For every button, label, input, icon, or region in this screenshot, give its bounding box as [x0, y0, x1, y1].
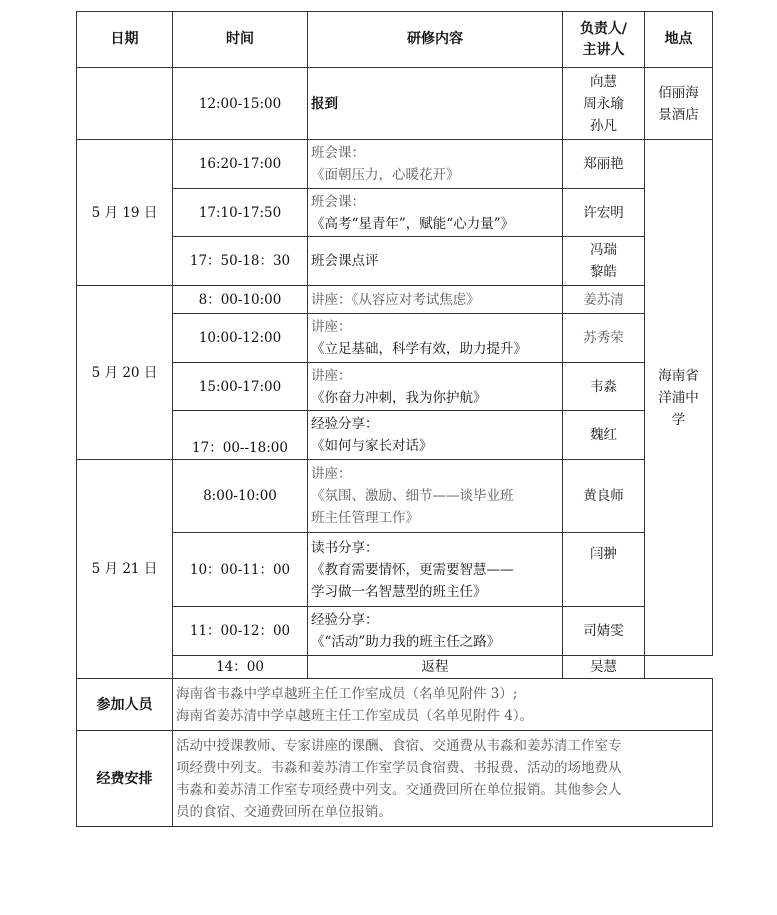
person-cell: 韦淼 — [563, 363, 645, 411]
participants-label: 参加人员 — [77, 679, 173, 731]
content-cell: 读书分享： 《教育需要情怀，更需要智慧—— 学习做一名智慧型的班主任》 — [308, 533, 563, 607]
header-person: 负责人/ 主讲人 — [563, 12, 645, 68]
table-row — [77, 286, 713, 314]
person-cell: 黄良师 — [563, 460, 645, 533]
table-row — [77, 460, 713, 533]
content-cell: 班会课点评 — [308, 237, 563, 286]
time-cell: 14：00 — [173, 656, 308, 679]
participants-text: 海南省韦淼中学卓越班主任工作室成员（名单见附件 3）; 海南省姜苏清中学卓越班主任工作室成员（名单见附件 4）。 — [173, 679, 713, 731]
participants-row — [77, 679, 713, 731]
table-row — [77, 237, 713, 286]
header-row — [77, 12, 713, 68]
time-cell: 8:00-10:00 — [173, 460, 308, 533]
date-cell: 5 月 21 日 — [77, 460, 173, 679]
date-cell: 5 月 20 日 — [77, 286, 173, 460]
date-cell: 5 月 19 日 — [77, 140, 173, 286]
person-cell: 闫翀 — [563, 533, 645, 607]
table-row — [77, 411, 713, 460]
time-cell: 10:00-12:00 — [173, 314, 308, 363]
header-content: 研修内容 — [308, 12, 563, 68]
time-cell: 15:00-17:00 — [173, 363, 308, 411]
time-cell: 17：50-18：30 — [173, 237, 308, 286]
person-cell: 吴慧 — [563, 656, 645, 679]
person-cell: 姜苏清 — [563, 286, 645, 314]
person-cell: 郑丽艳 — [563, 140, 645, 189]
time-cell: 12:00-15:00 — [173, 68, 308, 140]
table-row — [77, 189, 713, 237]
schedule-table — [76, 11, 713, 827]
person-cell: 苏秀荣 — [563, 314, 645, 363]
content-cell: 报到 — [308, 68, 563, 140]
content-cell: 班会课： 《高考“星青年”，赋能“心力量”》 — [308, 189, 563, 237]
time-cell: 8：00-10:00 — [173, 286, 308, 314]
time-cell: 16:20-17:00 — [173, 140, 308, 189]
table-row — [77, 314, 713, 363]
content-cell: 经验分享： 《如何与家长对话》 — [308, 411, 563, 460]
table-row — [77, 363, 713, 411]
content-cell: 经验分享： 《“活动”助力我的班主任之路》 — [308, 607, 563, 656]
content-cell: 讲座：《从容应对考试焦虑》 — [308, 286, 563, 314]
content-cell: 返程 — [308, 656, 563, 679]
table-row — [77, 140, 713, 189]
person-cell: 向慧 周永瑜 孙凡 — [563, 68, 645, 140]
person-cell: 司婧雯 — [563, 607, 645, 656]
person-cell: 许宏明 — [563, 189, 645, 237]
place-cell: 佰丽海 景酒店 — [645, 68, 713, 140]
table-row — [77, 533, 713, 607]
time-cell: 17：00--18:00 — [173, 411, 308, 460]
header-time: 时间 — [173, 12, 308, 68]
content-cell: 讲座： 《你奋力冲刺，我为你护航》 — [308, 363, 563, 411]
funding-label: 经费安排 — [77, 731, 173, 827]
header-place: 地点 — [645, 12, 713, 68]
funding-row — [77, 731, 713, 827]
header-date: 日期 — [77, 12, 173, 68]
person-cell: 冯瑞 黎皓 — [563, 237, 645, 286]
person-cell: 魏红 — [563, 411, 645, 460]
time-cell: 11：00-12：00 — [173, 607, 308, 656]
date-cell-empty — [77, 68, 173, 140]
table-row — [77, 607, 713, 656]
venue-cell: 海南省 洋浦中 学 — [645, 140, 713, 656]
table-row — [77, 656, 713, 679]
content-cell: 讲座： 《氛围、激励、细节——谈毕业班 班主任管理工作》 — [308, 460, 563, 533]
table-row — [77, 68, 713, 140]
funding-text: 活动中授课教师、专家讲座的课酬、食宿、交通费从韦淼和姜苏清工作室专 项经费中列支。韦淼和姜苏清工作室学员食宿费、书报费、活动的场地费从 韦淼和姜苏清工作室专项经费中列支。交通费回所在单位报销。其他参会人 员的食宿、交通费回所在单位报销。 — [173, 731, 713, 827]
time-cell: 17:10-17:50 — [173, 189, 308, 237]
content-cell: 班会课： 《面朝压力，心暖花开》 — [308, 140, 563, 189]
time-cell: 10：00-11：00 — [173, 533, 308, 607]
content-cell: 讲座： 《立足基础，科学有效，助力提升》 — [308, 314, 563, 363]
